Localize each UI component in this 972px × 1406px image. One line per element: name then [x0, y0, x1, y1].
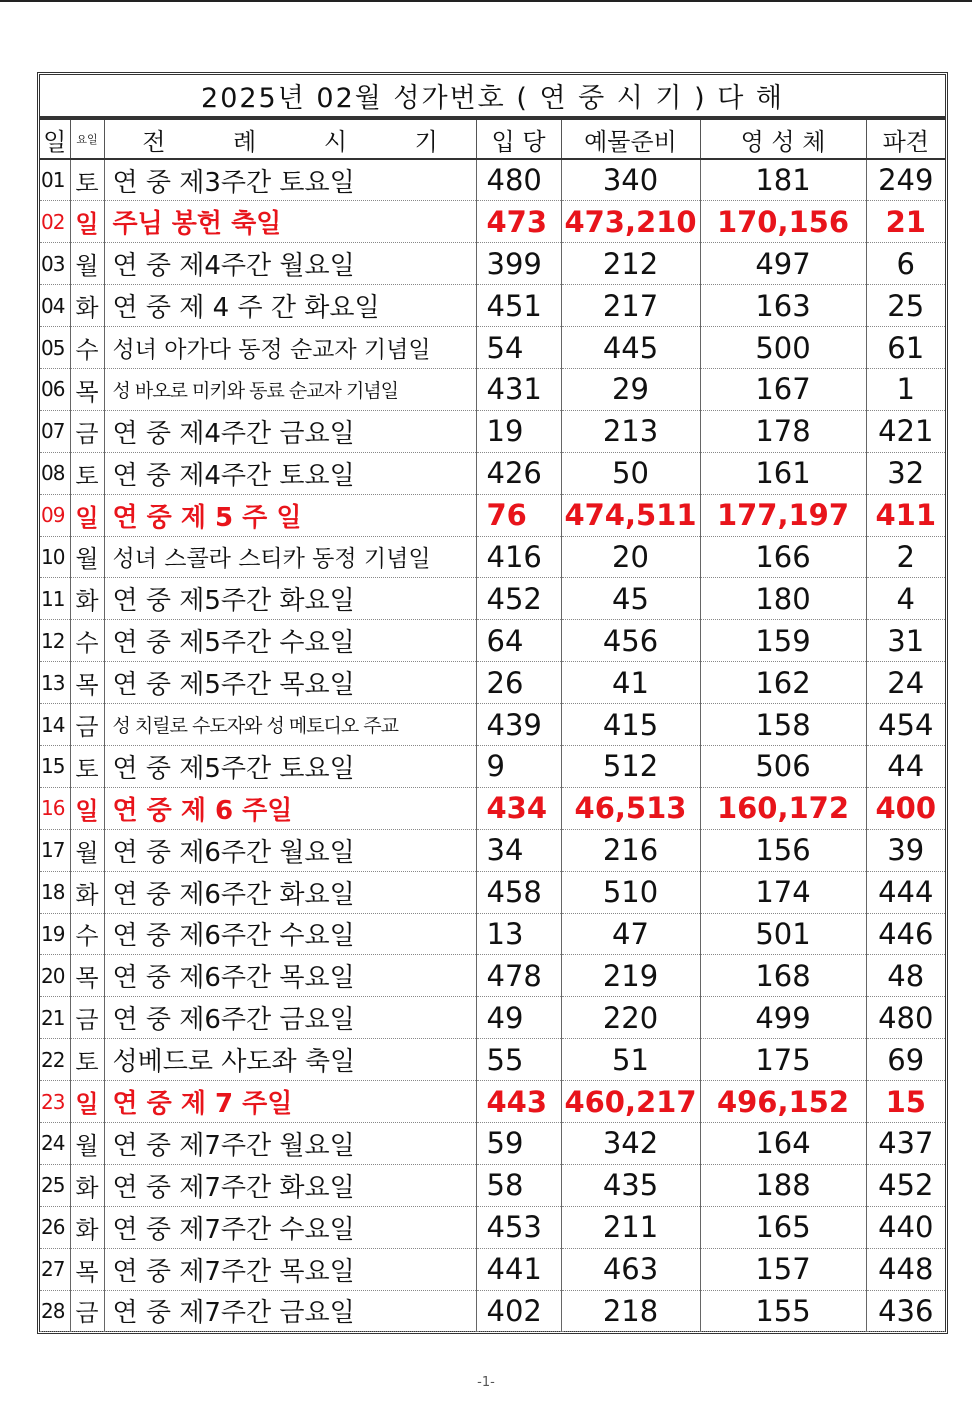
entrance-hymn-cell: 34 [476, 829, 561, 871]
day-cell: 13 [40, 662, 70, 704]
liturgy-cell: 연 중 제4주간 월요일 [104, 243, 476, 285]
table-row [40, 578, 945, 620]
weekday-cell: 월 [70, 829, 104, 871]
communion-hymn-cell: 159 [700, 620, 866, 662]
liturgy-cell: 연 중 제5주간 수요일 [104, 620, 476, 662]
table-row [40, 1290, 945, 1332]
offertory-hymn-cell: 41 [561, 662, 700, 704]
weekday-cell: 토 [70, 1039, 104, 1081]
liturgy-cell: 연 중 제 6 주일 [104, 787, 476, 829]
day-cell: 12 [40, 620, 70, 662]
offertory-hymn-cell: 46,513 [561, 787, 700, 829]
table-row [40, 787, 945, 829]
liturgy-cell: 성베드로 사도좌 축일 [104, 1039, 476, 1081]
communion-hymn-cell: 164 [700, 1122, 866, 1164]
liturgy-cell: 연 중 제7주간 목요일 [104, 1248, 476, 1290]
weekday-cell: 금 [70, 410, 104, 452]
entrance-hymn-cell: 399 [476, 243, 561, 285]
dismissal-hymn-cell: 444 [866, 871, 945, 913]
weekday-cell: 수 [70, 620, 104, 662]
header-weekday: 요일 [70, 120, 104, 159]
page-number: -1- [477, 1375, 495, 1390]
weekday-cell: 월 [70, 243, 104, 285]
table-row [40, 1081, 945, 1123]
day-cell: 09 [40, 494, 70, 536]
dismissal-hymn-cell: 32 [866, 452, 945, 494]
entrance-hymn-cell: 480 [476, 159, 561, 201]
day-cell: 15 [40, 745, 70, 787]
dismissal-hymn-cell: 15 [866, 1081, 945, 1123]
weekday-cell: 목 [70, 955, 104, 997]
entrance-hymn-cell: 443 [476, 1081, 561, 1123]
liturgy-cell: 연 중 제6주간 수요일 [104, 913, 476, 955]
offertory-hymn-cell: 340 [561, 159, 700, 201]
table-row [40, 243, 945, 285]
liturgy-cell: 성 치릴로 수도자와 성 메토디오 주교 [104, 704, 476, 746]
entrance-hymn-cell: 478 [476, 955, 561, 997]
weekday-cell: 토 [70, 452, 104, 494]
offertory-hymn-cell: 217 [561, 285, 700, 327]
schedule-sheet [37, 72, 948, 1334]
communion-hymn-cell: 501 [700, 913, 866, 955]
offertory-hymn-cell: 512 [561, 745, 700, 787]
table-row [40, 1039, 945, 1081]
offertory-hymn-cell: 219 [561, 955, 700, 997]
liturgy-cell: 성녀 아가다 동정 순교자 기념일 [104, 327, 476, 369]
liturgy-cell: 주님 봉헌 축일 [104, 201, 476, 243]
weekday-cell: 목 [70, 662, 104, 704]
communion-hymn-cell: 496,152 [700, 1081, 866, 1123]
entrance-hymn-cell: 9 [476, 745, 561, 787]
dismissal-hymn-cell: 4 [866, 578, 945, 620]
entrance-hymn-cell: 451 [476, 285, 561, 327]
weekday-cell: 일 [70, 201, 104, 243]
liturgy-cell: 연 중 제5주간 목요일 [104, 662, 476, 704]
day-cell: 20 [40, 955, 70, 997]
offertory-hymn-cell: 216 [561, 829, 700, 871]
day-cell: 22 [40, 1039, 70, 1081]
offertory-hymn-cell: 51 [561, 1039, 700, 1081]
day-cell: 16 [40, 787, 70, 829]
table-row [40, 494, 945, 536]
dismissal-hymn-cell: 448 [866, 1248, 945, 1290]
offertory-hymn-cell: 473,210 [561, 201, 700, 243]
liturgy-cell: 성녀 스콜라 스티카 동정 기념일 [104, 536, 476, 578]
entrance-hymn-cell: 55 [476, 1039, 561, 1081]
liturgy-cell: 연 중 제7주간 화요일 [104, 1164, 476, 1206]
entrance-hymn-cell: 439 [476, 704, 561, 746]
communion-hymn-cell: 500 [700, 327, 866, 369]
weekday-cell: 화 [70, 578, 104, 620]
day-cell: 28 [40, 1290, 70, 1332]
entrance-hymn-cell: 434 [476, 787, 561, 829]
offertory-hymn-cell: 211 [561, 1206, 700, 1248]
liturgy-cell: 연 중 제6주간 월요일 [104, 829, 476, 871]
dismissal-hymn-cell: 480 [866, 997, 945, 1039]
liturgy-cell: 연 중 제5주간 화요일 [104, 578, 476, 620]
entrance-hymn-cell: 416 [476, 536, 561, 578]
day-cell: 19 [40, 913, 70, 955]
header-liturgy: 전 례 시 기 [104, 120, 476, 159]
dismissal-hymn-cell: 421 [866, 410, 945, 452]
communion-hymn-cell: 177,197 [700, 494, 866, 536]
dismissal-hymn-cell: 25 [866, 285, 945, 327]
day-cell: 04 [40, 285, 70, 327]
table-row [40, 704, 945, 746]
dismissal-hymn-cell: 436 [866, 1290, 945, 1332]
entrance-hymn-cell: 76 [476, 494, 561, 536]
table-row [40, 368, 945, 410]
weekday-cell: 금 [70, 1290, 104, 1332]
table-row [40, 201, 945, 243]
liturgy-cell: 연 중 제 7 주일 [104, 1081, 476, 1123]
dismissal-hymn-cell: 69 [866, 1039, 945, 1081]
liturgy-cell: 연 중 제4주간 토요일 [104, 452, 476, 494]
header-day: 일 [40, 120, 70, 159]
offertory-hymn-cell: 456 [561, 620, 700, 662]
table-row [40, 1206, 945, 1248]
offertory-hymn-cell: 463 [561, 1248, 700, 1290]
day-cell: 10 [40, 536, 70, 578]
communion-hymn-cell: 168 [700, 955, 866, 997]
entrance-hymn-cell: 64 [476, 620, 561, 662]
communion-hymn-cell: 157 [700, 1248, 866, 1290]
dismissal-hymn-cell: 1 [866, 368, 945, 410]
communion-hymn-cell: 165 [700, 1206, 866, 1248]
liturgy-cell: 연 중 제3주간 토요일 [104, 159, 476, 201]
day-cell: 07 [40, 410, 70, 452]
communion-hymn-cell: 160,172 [700, 787, 866, 829]
weekday-cell: 금 [70, 704, 104, 746]
dismissal-hymn-cell: 437 [866, 1122, 945, 1164]
table-row [40, 829, 945, 871]
table-row [40, 1164, 945, 1206]
entrance-hymn-cell: 58 [476, 1164, 561, 1206]
weekday-cell: 화 [70, 871, 104, 913]
day-cell: 17 [40, 829, 70, 871]
dismissal-hymn-cell: 6 [866, 243, 945, 285]
entrance-hymn-cell: 452 [476, 578, 561, 620]
weekday-cell: 월 [70, 1122, 104, 1164]
communion-hymn-cell: 161 [700, 452, 866, 494]
dismissal-hymn-cell: 454 [866, 704, 945, 746]
communion-hymn-cell: 506 [700, 745, 866, 787]
table-row [40, 536, 945, 578]
offertory-hymn-cell: 20 [561, 536, 700, 578]
entrance-hymn-cell: 402 [476, 1290, 561, 1332]
weekday-cell: 일 [70, 1081, 104, 1123]
page-title: 2025년 02월 성가번호 ( 연 중 시 기 ) 다 해 [40, 75, 945, 120]
weekday-cell: 화 [70, 285, 104, 327]
entrance-hymn-cell: 54 [476, 327, 561, 369]
weekday-cell: 목 [70, 368, 104, 410]
offertory-hymn-cell: 50 [561, 452, 700, 494]
day-cell: 23 [40, 1081, 70, 1123]
liturgy-cell: 연 중 제5주간 토요일 [104, 745, 476, 787]
dismissal-hymn-cell: 31 [866, 620, 945, 662]
weekday-cell: 목 [70, 1248, 104, 1290]
communion-hymn-cell: 163 [700, 285, 866, 327]
weekday-cell: 일 [70, 494, 104, 536]
header-offertory: 예물준비 [561, 120, 700, 159]
communion-hymn-cell: 167 [700, 368, 866, 410]
table-row [40, 410, 945, 452]
liturgy-cell: 연 중 제 4 주 간 화요일 [104, 285, 476, 327]
day-cell: 27 [40, 1248, 70, 1290]
offertory-hymn-cell: 445 [561, 327, 700, 369]
header-communion: 영 성 체 [700, 120, 866, 159]
communion-hymn-cell: 170,156 [700, 201, 866, 243]
day-cell: 08 [40, 452, 70, 494]
offertory-hymn-cell: 213 [561, 410, 700, 452]
communion-hymn-cell: 497 [700, 243, 866, 285]
table-row [40, 871, 945, 913]
liturgy-cell: 연 중 제7주간 금요일 [104, 1290, 476, 1332]
dismissal-hymn-cell: 440 [866, 1206, 945, 1248]
table-row [40, 913, 945, 955]
weekday-cell: 수 [70, 327, 104, 369]
table-row [40, 159, 945, 201]
offertory-hymn-cell: 460,217 [561, 1081, 700, 1123]
offertory-hymn-cell: 218 [561, 1290, 700, 1332]
communion-hymn-cell: 158 [700, 704, 866, 746]
communion-hymn-cell: 188 [700, 1164, 866, 1206]
dismissal-hymn-cell: 411 [866, 494, 945, 536]
hymn-table [40, 120, 945, 1332]
offertory-hymn-cell: 29 [561, 368, 700, 410]
liturgy-cell: 연 중 제7주간 월요일 [104, 1122, 476, 1164]
entrance-hymn-cell: 458 [476, 871, 561, 913]
offertory-hymn-cell: 212 [561, 243, 700, 285]
table-row [40, 620, 945, 662]
offertory-hymn-cell: 474,511 [561, 494, 700, 536]
table-row [40, 452, 945, 494]
dismissal-hymn-cell: 24 [866, 662, 945, 704]
communion-hymn-cell: 155 [700, 1290, 866, 1332]
weekday-cell: 금 [70, 997, 104, 1039]
day-cell: 05 [40, 327, 70, 369]
day-cell: 01 [40, 159, 70, 201]
communion-hymn-cell: 181 [700, 159, 866, 201]
dismissal-hymn-cell: 400 [866, 787, 945, 829]
dismissal-hymn-cell: 44 [866, 745, 945, 787]
liturgy-cell: 연 중 제6주간 금요일 [104, 997, 476, 1039]
table-row [40, 955, 945, 997]
communion-hymn-cell: 178 [700, 410, 866, 452]
liturgy-cell: 연 중 제 5 주 일 [104, 494, 476, 536]
header-dismissal: 파견 [866, 120, 945, 159]
weekday-cell: 일 [70, 787, 104, 829]
day-cell: 03 [40, 243, 70, 285]
entrance-hymn-cell: 13 [476, 913, 561, 955]
offertory-hymn-cell: 45 [561, 578, 700, 620]
liturgy-cell: 성 바오로 미키와 동료 순교자 기념일 [104, 368, 476, 410]
day-cell: 26 [40, 1206, 70, 1248]
dismissal-hymn-cell: 446 [866, 913, 945, 955]
dismissal-hymn-cell: 249 [866, 159, 945, 201]
day-cell: 21 [40, 997, 70, 1039]
weekday-cell: 토 [70, 745, 104, 787]
dismissal-hymn-cell: 452 [866, 1164, 945, 1206]
weekday-cell: 토 [70, 159, 104, 201]
offertory-hymn-cell: 220 [561, 997, 700, 1039]
day-cell: 24 [40, 1122, 70, 1164]
day-cell: 06 [40, 368, 70, 410]
header-entrance: 입 당 [476, 120, 561, 159]
table-row [40, 662, 945, 704]
entrance-hymn-cell: 473 [476, 201, 561, 243]
communion-hymn-cell: 175 [700, 1039, 866, 1081]
offertory-hymn-cell: 510 [561, 871, 700, 913]
communion-hymn-cell: 166 [700, 536, 866, 578]
table-row [40, 997, 945, 1039]
entrance-hymn-cell: 453 [476, 1206, 561, 1248]
offertory-hymn-cell: 342 [561, 1122, 700, 1164]
table-row [40, 1122, 945, 1164]
table-row [40, 327, 945, 369]
liturgy-cell: 연 중 제4주간 금요일 [104, 410, 476, 452]
day-cell: 25 [40, 1164, 70, 1206]
entrance-hymn-cell: 26 [476, 662, 561, 704]
weekday-cell: 월 [70, 536, 104, 578]
day-cell: 14 [40, 704, 70, 746]
dismissal-hymn-cell: 21 [866, 201, 945, 243]
weekday-cell: 수 [70, 913, 104, 955]
weekday-cell: 화 [70, 1164, 104, 1206]
day-cell: 02 [40, 201, 70, 243]
entrance-hymn-cell: 59 [476, 1122, 561, 1164]
dismissal-hymn-cell: 2 [866, 536, 945, 578]
offertory-hymn-cell: 47 [561, 913, 700, 955]
communion-hymn-cell: 180 [700, 578, 866, 620]
liturgy-cell: 연 중 제6주간 화요일 [104, 871, 476, 913]
communion-hymn-cell: 499 [700, 997, 866, 1039]
day-cell: 11 [40, 578, 70, 620]
entrance-hymn-cell: 431 [476, 368, 561, 410]
dismissal-hymn-cell: 39 [866, 829, 945, 871]
entrance-hymn-cell: 441 [476, 1248, 561, 1290]
communion-hymn-cell: 156 [700, 829, 866, 871]
communion-hymn-cell: 174 [700, 871, 866, 913]
weekday-cell: 화 [70, 1206, 104, 1248]
dismissal-hymn-cell: 61 [866, 327, 945, 369]
dismissal-hymn-cell: 48 [866, 955, 945, 997]
liturgy-cell: 연 중 제7주간 수요일 [104, 1206, 476, 1248]
top-rule [0, 0, 972, 2]
header-row [40, 120, 945, 159]
table-row [40, 285, 945, 327]
day-cell: 18 [40, 871, 70, 913]
entrance-hymn-cell: 19 [476, 410, 561, 452]
entrance-hymn-cell: 49 [476, 997, 561, 1039]
offertory-hymn-cell: 435 [561, 1164, 700, 1206]
liturgy-cell: 연 중 제6주간 목요일 [104, 955, 476, 997]
communion-hymn-cell: 162 [700, 662, 866, 704]
offertory-hymn-cell: 415 [561, 704, 700, 746]
table-row [40, 745, 945, 787]
table-row [40, 1248, 945, 1290]
entrance-hymn-cell: 426 [476, 452, 561, 494]
